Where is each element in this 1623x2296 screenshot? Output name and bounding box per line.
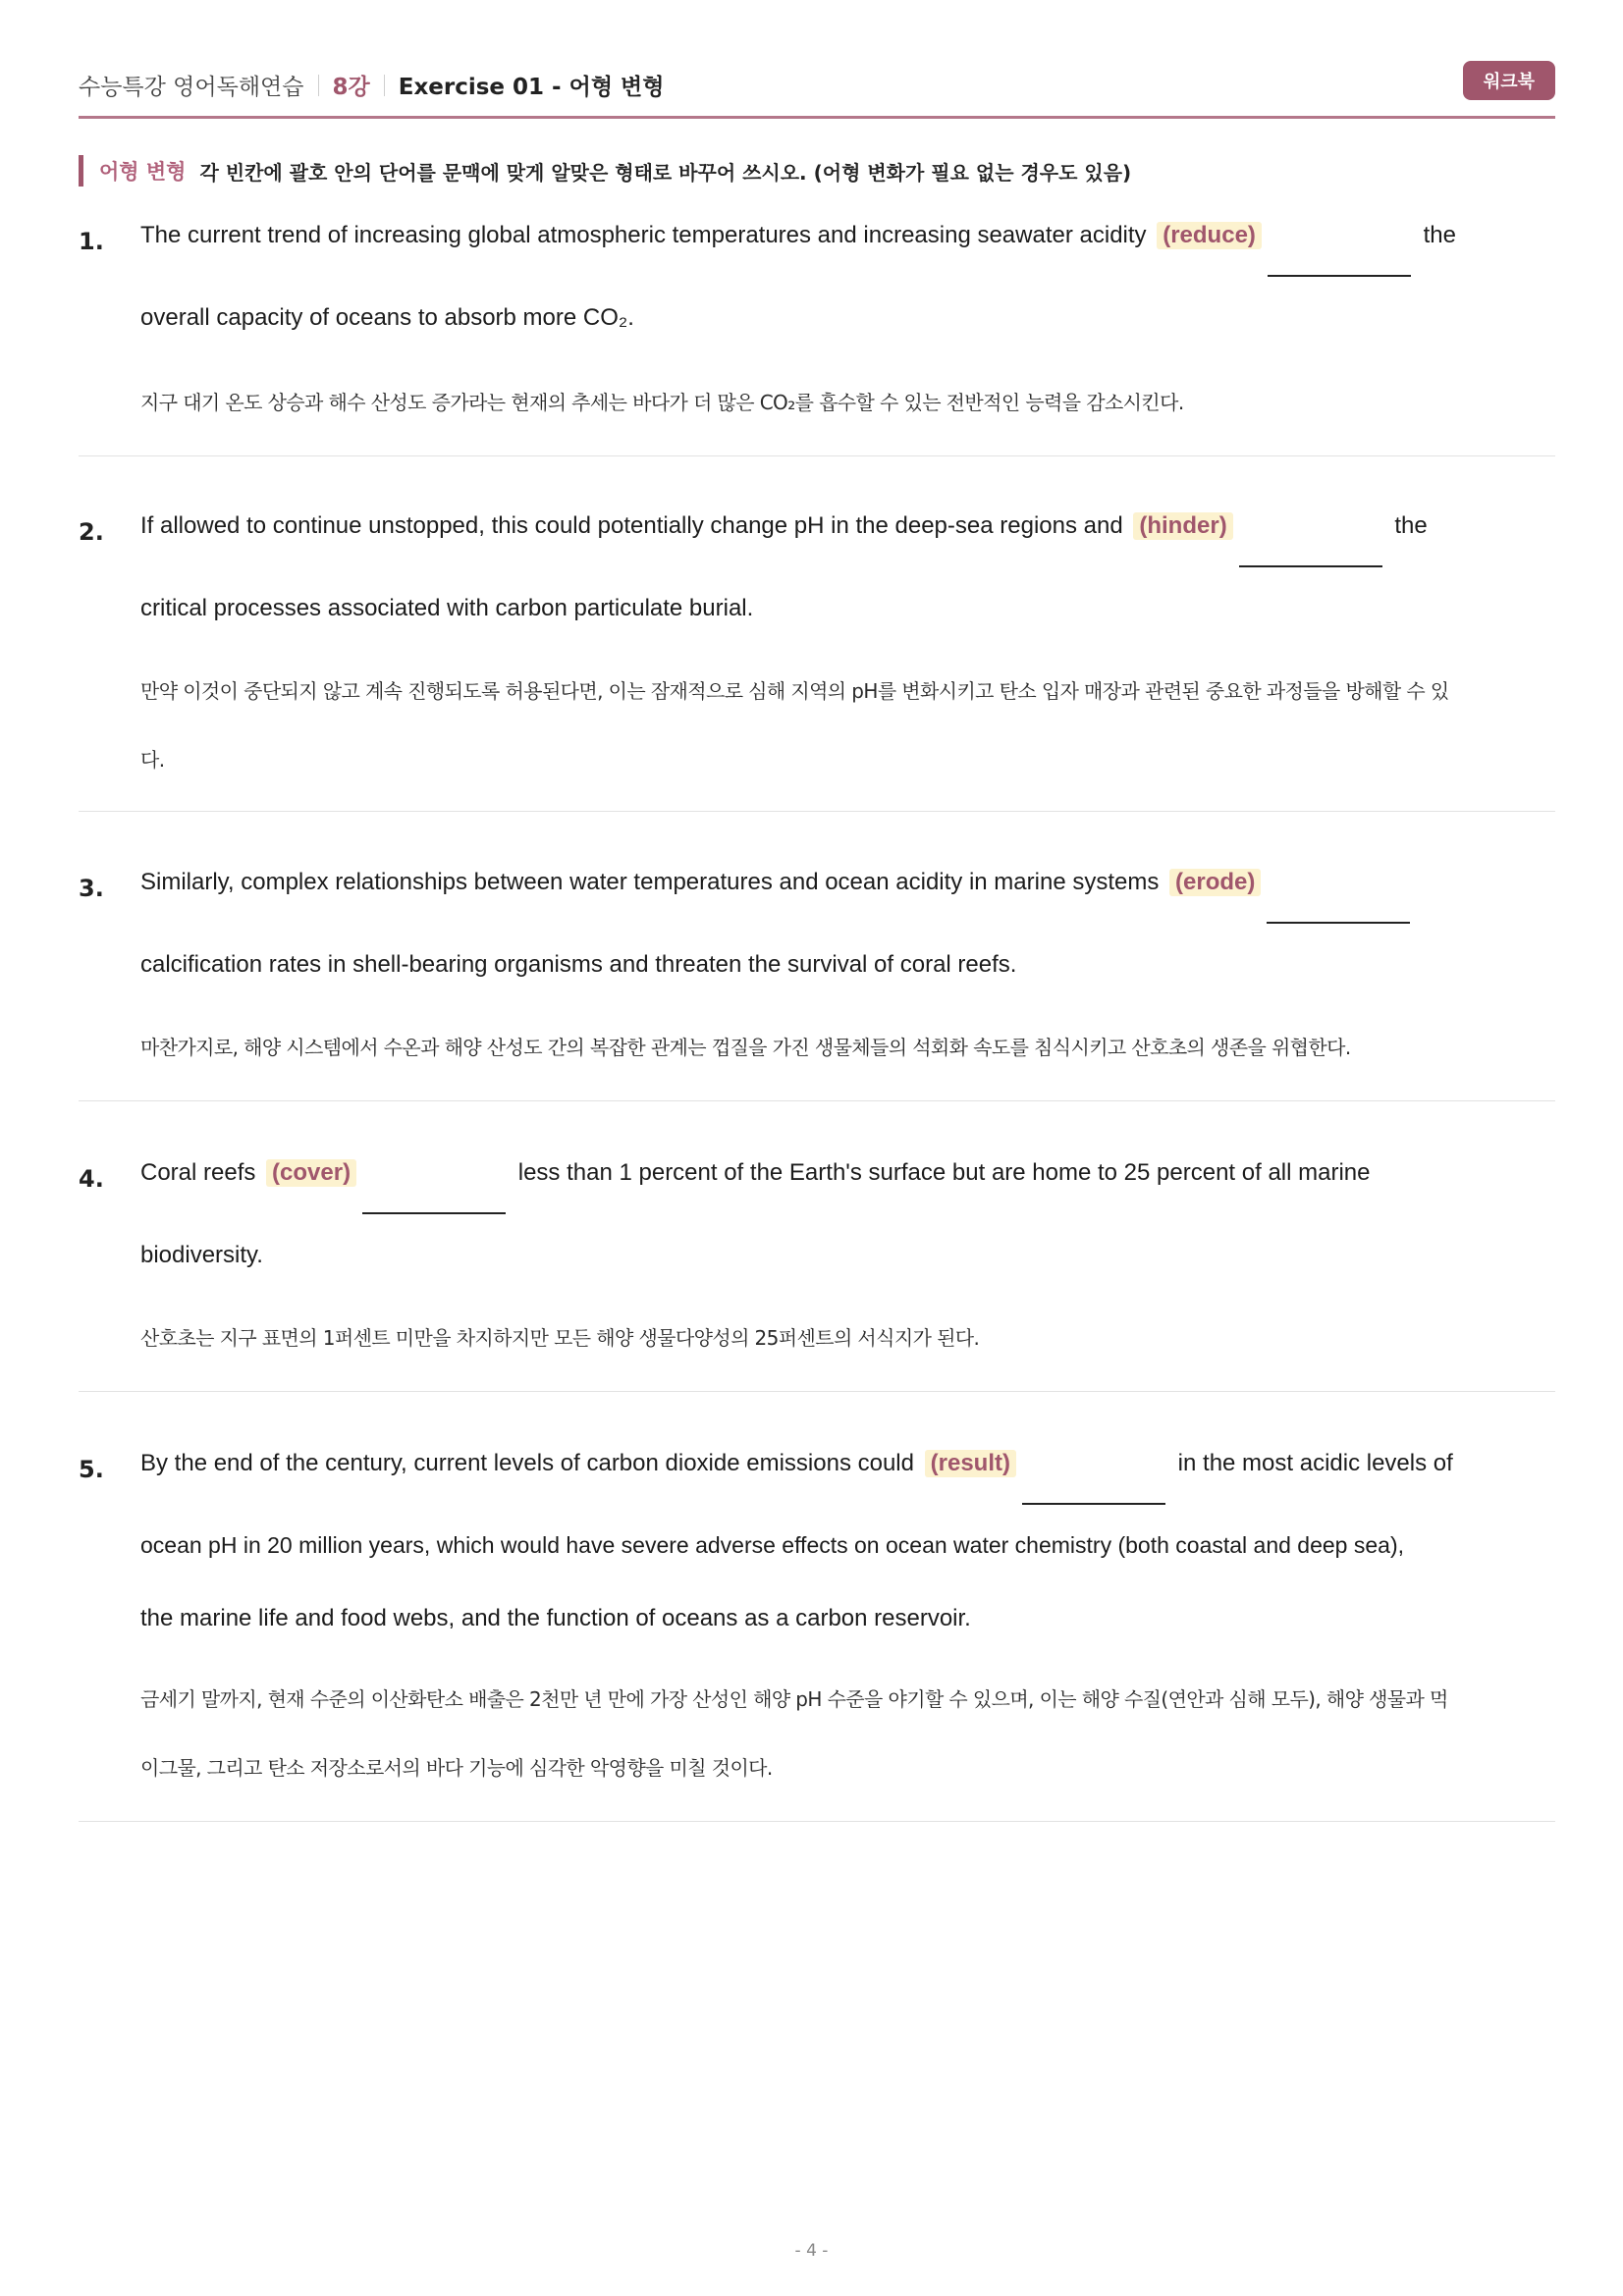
question-item (79, 222, 1555, 456)
sentence-text: the marine life and food webs, and the function of oceans as a carbon reservoir. (140, 1605, 971, 1631)
korean-translation: 만약 이것이 중단되지 않고 계속 진행되도록 허용된다면, 이는 잠재적으로 심해 지역의 pH를 변화시키고 탄소 입자 매장과 관련된 중요한 과정들을 방해할 수 있 (140, 679, 1449, 703)
question-item (79, 512, 1555, 812)
sentence-text: Similarly, complex relationships between water temperatures and ocean acidity in marine systems (140, 869, 1160, 895)
question-number: 3. (79, 875, 104, 902)
sentence-text: in the most acidic levels of (1177, 1450, 1453, 1476)
instruction-text: 각 빈칸에 괄호 안의 단어를 문맥에 맞게 알맞은 형태로 바꾸어 쓰시오. (어형 변화가 필요 없는 경우도 있음) (199, 160, 1132, 185)
sentence-line (140, 869, 1416, 916)
sentence-text: critical processes associated with carbon particulate burial. (140, 595, 754, 621)
sentence-line (140, 512, 1428, 560)
lecture-number: 8강 (332, 75, 370, 100)
answer-blank[interactable] (1239, 520, 1382, 567)
instruction-line (79, 155, 1131, 187)
answer-blank[interactable] (362, 1167, 506, 1214)
header-breadcrumb (79, 69, 664, 101)
sentence-text: overall capacity of oceans to absorb more CO₂. (140, 304, 634, 331)
answer-blank[interactable] (1267, 877, 1410, 924)
sentence-text: By the end of the century, current levels of carbon dioxide emissions could (140, 1450, 914, 1476)
sentence-text: The current trend of increasing global atmospheric temperatures and increasing seawater acidity (140, 222, 1147, 248)
sentence-line (140, 1159, 1371, 1206)
word-hint: (reduce) (1157, 222, 1262, 249)
question-number: 2. (79, 518, 104, 546)
korean-translation: 금세기 말까지, 현재 수준의 이산화탄소 배출은 2천만 년 만에 가장 산성인 해양 pH 수준을 야기할 수 있으며, 이는 해양 수질(연안과 심해 모두), 해양 생물과 먹 (140, 1687, 1448, 1711)
question-item (79, 1159, 1555, 1392)
exercise-title: Exercise 01 - 어형 변형 (398, 75, 665, 100)
header-divider (79, 116, 1555, 119)
sentence-text: the (1394, 512, 1428, 539)
sentence-line (140, 1450, 1453, 1497)
word-hint: (erode) (1169, 869, 1261, 896)
korean-translation: 산호초는 지구 표면의 1퍼센트 미만을 차지하지만 모든 해양 생물다양성의 25퍼센트의 서식지가 된다. (140, 1326, 980, 1350)
korean-translation: 다. (140, 748, 165, 772)
answer-blank[interactable] (1268, 230, 1411, 277)
question-number: 5. (79, 1456, 104, 1483)
divider (318, 75, 319, 96)
divider (384, 75, 385, 96)
page-header (79, 61, 1555, 110)
sentence-line (140, 222, 1456, 269)
question-number: 1. (79, 228, 104, 255)
sentence-text: ocean pH in 20 million years, which would have severe adverse effects on ocean water chemistry (both coastal and deep sea), (140, 1532, 1405, 1558)
word-hint: (hinder) (1133, 512, 1232, 540)
sentence-text: less than 1 percent of the Earth's surface but are home to 25 percent of all marine (517, 1159, 1371, 1186)
question-item (79, 1450, 1555, 1822)
instruction-tag: 어형 변형 (99, 160, 187, 184)
sentence-text: the (1423, 222, 1456, 248)
answer-blank[interactable] (1022, 1458, 1165, 1505)
question-number: 4. (79, 1165, 104, 1193)
sentence-text: biodiversity. (140, 1242, 263, 1268)
page-number: - 4 - (794, 2241, 829, 2261)
korean-translation: 이그물, 그리고 탄소 저장소로서의 바다 기능에 심각한 악영향을 미칠 것이다. (140, 1756, 773, 1780)
series-name: 수능특강 영어독해연습 (79, 75, 304, 100)
korean-translation: 마찬가지로, 해양 시스템에서 수온과 해양 산성도 간의 복잡한 관계는 껍질을 가진 생물체들의 석회화 속도를 침식시키고 산호초의 생존을 위협한다. (140, 1036, 1351, 1059)
sentence-text: If allowed to continue unstopped, this could potentially change pH in the deep-sea regions and (140, 512, 1123, 539)
accent-bar (79, 155, 83, 187)
question-item (79, 869, 1555, 1101)
sentence-text: calcification rates in shell-bearing organisms and threaten the survival of coral reefs. (140, 951, 1017, 978)
workbook-badge: 워크북 (1463, 61, 1555, 100)
word-hint: (result) (925, 1450, 1016, 1477)
sentence-text: Coral reefs (140, 1159, 256, 1186)
word-hint: (cover) (266, 1159, 356, 1187)
korean-translation: 지구 대기 온도 상승과 해수 산성도 증가라는 현재의 추세는 바다가 더 많은 CO₂를 흡수할 수 있는 전반적인 능력을 감소시킨다. (140, 391, 1184, 414)
